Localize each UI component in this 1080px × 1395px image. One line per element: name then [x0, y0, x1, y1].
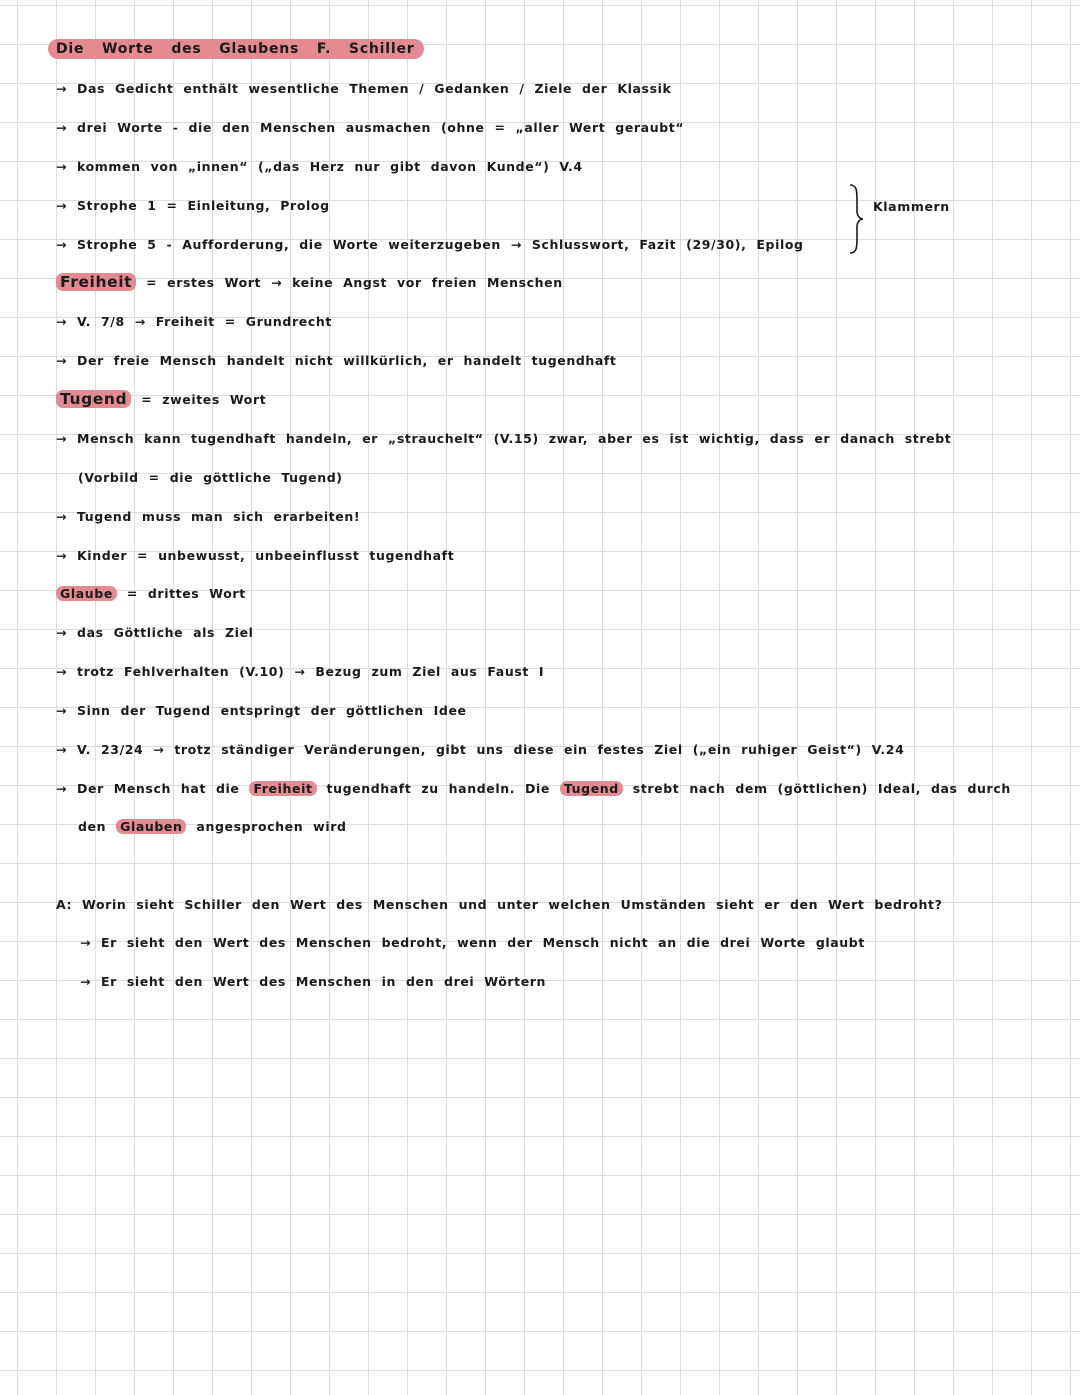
tugend-text: = zweites Wort	[131, 392, 267, 407]
answer-line: → Er sieht den Wert des Menschen bedroht, wenn der Mensch nicht an die drei Worte glaubt	[80, 935, 865, 950]
freiheit-text: = erstes Wort → keine Angst vor freien Menschen	[136, 275, 563, 290]
tugend-highlight: Tugend	[560, 781, 623, 796]
summary-text: tugendhaft zu handeln. Die	[316, 781, 560, 796]
note-line: → Der freie Mensch handelt nicht willkürlich, er handelt tugendhaft	[56, 353, 617, 368]
summary-text: → Der Mensch hat die	[56, 781, 250, 796]
note-line: → Strophe 5 - Aufforderung, die Worte weiterzugeben → Schlusswort, Fazit (29/30), Epilog	[56, 237, 804, 252]
note-line: → das Göttliche als Ziel	[56, 625, 254, 640]
page-title: Die Worte des Glaubens F. Schiller	[48, 39, 424, 59]
note-line: → Kinder = unbewusst, unbeeinflusst tugendhaft	[56, 548, 455, 563]
note-line: → Tugend muss man sich erarbeiten!	[56, 509, 361, 524]
tugend-highlight: Tugend	[56, 390, 131, 408]
note-line: → V. 7/8 → Freiheit = Grundrecht	[56, 314, 332, 329]
glaube-highlight: Glaube	[56, 586, 117, 601]
brace-label: Klammern	[873, 199, 950, 214]
note-line: → Sinn der Tugend entspringt der göttlichen Idee	[56, 703, 467, 718]
summary-line-1	[56, 780, 1056, 798]
note-line: → Mensch kann tugendhaft handeln, er „strauchelt“ (V.15) zwar, aber es ist wichtig, dass er danach strebt	[56, 431, 952, 446]
note-line: → kommen von „innen“ („das Herz nur gibt davon Kunde“) V.4	[56, 159, 583, 174]
note-line: → Das Gedicht enthält wesentliche Themen / Gedanken / Ziele der Klassik	[56, 81, 672, 96]
glauben-highlight: Glauben	[116, 819, 186, 834]
note-line-tugend	[56, 390, 1056, 409]
question-line: A: Worin sieht Schiller den Wert des Menschen und unter welchen Umständen sieht er den Wert bedroht?	[56, 897, 943, 912]
note-line: → drei Worte - die den Menschen ausmachen (ohne = „aller Wert geraubt“	[56, 120, 685, 135]
summary-text: angesprochen wird	[186, 819, 347, 834]
summary-text: strebt nach dem (göttlichen) Ideal, das durch	[622, 781, 1011, 796]
summary-line-2	[78, 818, 1056, 836]
freiheit-highlight: Freiheit	[249, 781, 316, 796]
freiheit-highlight: Freiheit	[56, 273, 136, 291]
answer-line: → Er sieht den Wert des Menschen in den drei Wörtern	[80, 974, 547, 989]
note-line: → trotz Fehlverhalten (V.10) → Bezug zum Ziel aus Faust I	[56, 664, 545, 679]
note-line: → Strophe 1 = Einleitung, Prolog	[56, 198, 330, 213]
note-line-glaube	[56, 585, 1056, 603]
glaube-text: = drittes Wort	[116, 586, 246, 601]
note-line: → V. 23/24 → trotz ständiger Veränderungen, gibt uns diese ein festes Ziel („ein ruhiger Geist“) V.24	[56, 742, 905, 757]
curly-brace-icon	[848, 183, 864, 255]
note-line-freiheit	[56, 273, 1056, 292]
summary-text: den	[78, 819, 117, 834]
note-line: (Vorbild = die göttliche Tugend)	[78, 470, 343, 485]
